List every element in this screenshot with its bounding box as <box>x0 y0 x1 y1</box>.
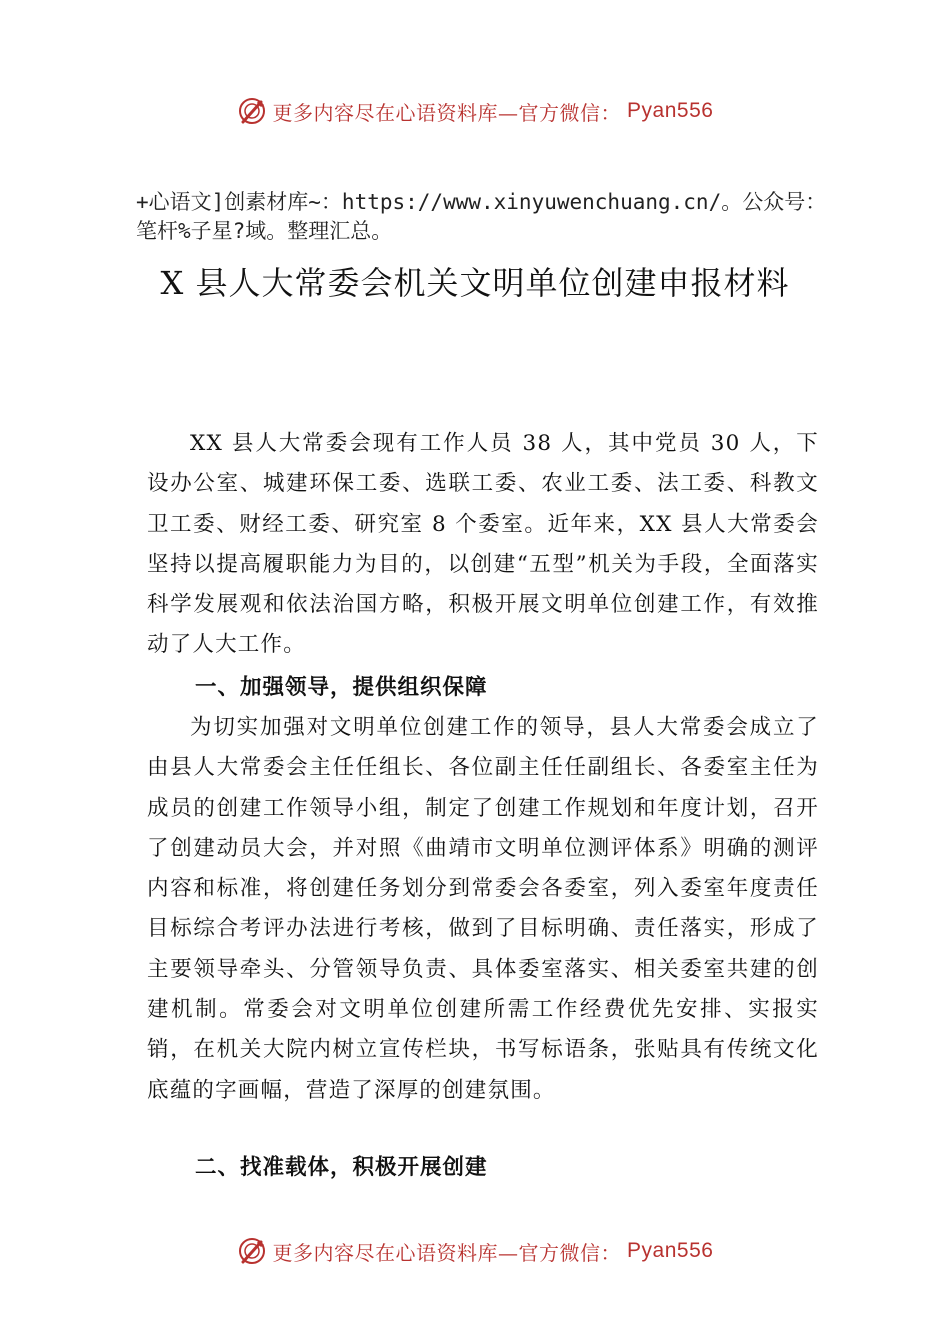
brush-logo-icon <box>237 1236 267 1266</box>
source-line: +心语文]创素材库~：https://www.xinyuwenchuang.cn/。公众号：笔杆%子星?域。整理汇总。 <box>136 190 827 243</box>
watermark-text: 更多内容尽在心语资料库—官方微信： <box>272 1240 622 1265</box>
watermark-top <box>0 96 950 126</box>
watermark-text: 更多内容尽在心语资料库—官方微信： <box>272 100 622 125</box>
section-heading-1: 一、加强领导，提供组织保障 <box>195 675 488 700</box>
document-title: X 县人大常委会机关文明单位创建申报材料 <box>160 264 790 302</box>
section-1-paragraph: 为切实加强对文明单位创建工作的领导，县人大常委会成立了由县人大常委会主任任组长、各位副主任任副组长、各委室主任为成员的创建工作领导小组，制定了创建工作规划和年度计划，召开了创建动员大会，并对照《曲靖市文明单位测评体系》明确的测评内容和标准，将创建任务划分到常委会各委室，列入委室年度责任目标综合考评办法进行考核，做到了目标明确、责任落实，形成了主要领导牵头、分管领导负责、具体委室落实、相关委室共建的创建机制。常委会对文明单位创建所需工作经费优先安排、实报实销，在机关大院内树立宣传栏块，书写标语条，张贴具有传统文化底蕴的字画幅，营造了深厚的创建氛围。 <box>147 715 819 1103</box>
watermark-wechat-id: Pyan556 <box>627 99 714 122</box>
watermark-bottom <box>0 1236 950 1266</box>
intro-paragraph: XX 县人大常委会现有工作人员 38 人，其中党员 30 人，下设办公室、城建环保工委、选联工委、农业工委、法工委、科教文卫工委、财经工委、研究室 8 个委室。近年来，XX 县人大常委会坚持以提高履职能力为目的，以创建“五型”机关为手段，全面落实科学发展观和依法治国方略，积极开展文明单位创建工作，有效推动了人大工作。 <box>147 431 819 658</box>
section-1-paragraph-block <box>147 708 819 1111</box>
brush-logo-icon <box>237 96 267 126</box>
section-heading-2: 二、找准载体，积极开展创建 <box>195 1155 488 1180</box>
intro-paragraph-block <box>147 424 819 666</box>
watermark-wechat-id: Pyan556 <box>627 1239 714 1262</box>
